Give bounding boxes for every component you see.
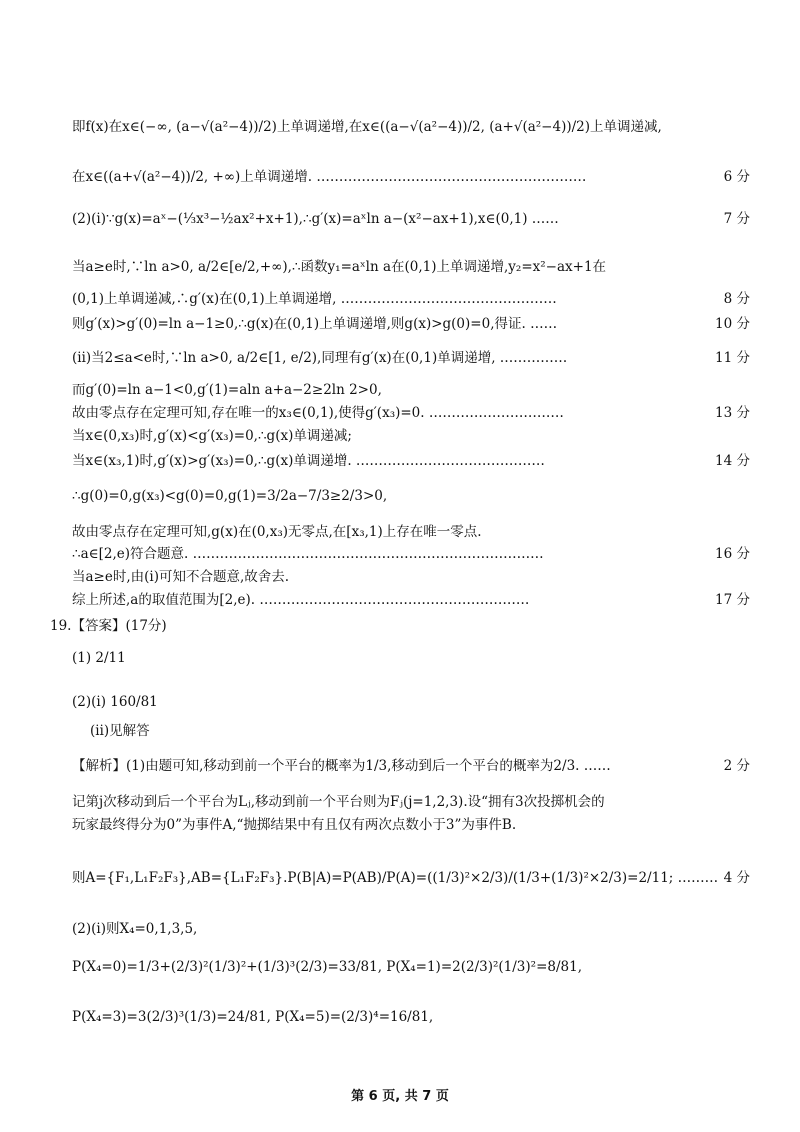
text-line	[0, 447, 800, 475]
line-text: 记第j次移动到后一个平台为Lⱼ,移动到前一个平台则为Fⱼ(j=1,2,3).设“拥有3次投掷机会的	[72, 794, 605, 810]
text-line	[0, 644, 800, 672]
line-text: (ⅱ)见解答	[90, 723, 150, 739]
text-line	[0, 310, 800, 338]
text-line	[0, 586, 800, 614]
text-line	[0, 717, 800, 745]
text-line	[0, 422, 800, 450]
score-mark: 8 分	[723, 291, 750, 307]
line-text: (ⅱ)当2≤a<e时,∵ln a>0, a/2∈[1, e/2),同理有g′(x)在(0,1)单调递增, ……………	[72, 350, 568, 366]
line-text: ∴a∈[2,e)符合题意. ……………………………………………………………………	[72, 546, 544, 562]
page-number: 第 6 页, 共 7 页	[351, 1089, 449, 1104]
line-text: 当x∈(0,x₃)时,g′(x)<g′(x₃)=0,∴g(x)单调递减;	[72, 428, 352, 444]
text-line	[0, 253, 800, 281]
line-text: 【解析】(1)由题可知,移动到前一个平台的概率为1/3,移动到后一个平台的概率为2/3. ……	[72, 758, 611, 774]
score-mark: 16 分	[715, 546, 750, 562]
score-mark: 13 分	[715, 405, 750, 421]
line-text: 则A={F₁,L₁F₂F₃},AB={L₁F₂F₃}.P(B|A)=P(AB)/P(A)=((1/3)²×2/3)/(1/3+(1/3)²×2/3)=2/11; ………	[72, 870, 719, 886]
line-text: (2)(ⅰ)则X₄=0,1,3,5,	[72, 921, 198, 937]
line-text: 玩家最终得分为0”为事件A,“抛掷结果中有且仅有两次点数小于3”为事件B.	[72, 817, 517, 833]
line-text: 即f(x)在x∈(−∞, (a−√(a²−4))/2)上单调递增,在x∈((a−√(a²−4))/2, (a+√(a²−4))/2)上单调递减,	[72, 119, 662, 135]
text-line	[0, 163, 800, 191]
text-line	[0, 344, 800, 372]
score-mark: 4 分	[723, 870, 750, 886]
score-mark: 7 分	[723, 211, 750, 227]
line-text: 在x∈((a+√(a²−4))/2, +∞)上单调递增. ……………………………………………………	[72, 169, 587, 185]
text-line	[0, 205, 800, 233]
line-text: 故由零点存在定理可知,g(x)在(0,x₃)无零点,在[x₃,1)上存在唯一零点.	[72, 524, 482, 540]
line-text: 故由零点存在定理可知,存在唯一的x₃∈(0,1),使得g′(x₃)=0. …………………………	[72, 405, 564, 421]
text-line	[0, 113, 800, 141]
line-text: (1) 2/11	[72, 650, 126, 666]
line-text: P(X₄=3)=3(2/3)³(1/3)=24/81, P(X₄=5)=(2/3)⁴=16/81,	[72, 1009, 434, 1025]
text-line	[0, 1003, 800, 1031]
line-text: 19.【答案】(17分)	[50, 618, 167, 634]
score-mark: 14 分	[715, 453, 750, 469]
text-line	[0, 864, 800, 892]
score-mark: 10 分	[715, 316, 750, 332]
line-text: (2)(ⅰ) 160/81	[72, 694, 158, 710]
text-line	[0, 482, 800, 510]
line-text: (2)(ⅰ)∵g(x)=aˣ−(⅓x³−½ax²+x+1),∴g′(x)=aˣln a−(x²−ax+1),x∈(0,1) ……	[72, 211, 559, 227]
score-mark: 17 分	[715, 592, 750, 608]
line-text: (0,1)上单调递减,∴g′(x)在(0,1)上单调递增, …………………………………………	[72, 291, 557, 307]
text-line	[0, 915, 800, 943]
text-line	[0, 811, 800, 839]
line-text: 综上所述,a的取值范围为[2,e). ……………………………………………………	[72, 592, 530, 608]
line-text: 当a≥e时,由(ⅰ)可知不合题意,故舍去.	[72, 569, 290, 585]
line-text: 则g′(x)>g′(0)=ln a−1≥0,∴g(x)在(0,1)上单调递增,则g(x)>g(0)=0,得证. ……	[72, 316, 558, 332]
score-mark: 11 分	[715, 350, 750, 366]
text-line	[0, 612, 800, 640]
line-text: P(X₄=0)=1/3+(2/3)²(1/3)²+(1/3)³(2/3)=33/81, P(X₄=1)=2(2/3)²(1/3)²=8/81,	[72, 959, 582, 975]
text-line	[0, 688, 800, 716]
line-text: ∴g(0)=0,g(x₃)<g(0)=0,g(1)=3/2a−7/3≥2/3>0,	[72, 488, 388, 504]
score-mark: 2 分	[723, 758, 750, 774]
text-line	[0, 953, 800, 981]
line-text: 而g′(0)=ln a−1<0,g′(1)=aln a+a−2≥2ln 2>0,	[72, 382, 382, 398]
text-line	[0, 752, 800, 780]
line-text: 当x∈(x₃,1)时,g′(x)>g′(x₃)=0,∴g(x)单调递增. ……………………………………	[72, 453, 545, 469]
line-text: 当a≥e时,∵ln a>0, a/2∈[e/2,+∞),∴函数y₁=aˣln a在(0,1)上单调递增,y₂=x²−ax+1在	[72, 259, 607, 275]
text-line	[0, 285, 800, 313]
score-mark: 6 分	[723, 169, 750, 185]
